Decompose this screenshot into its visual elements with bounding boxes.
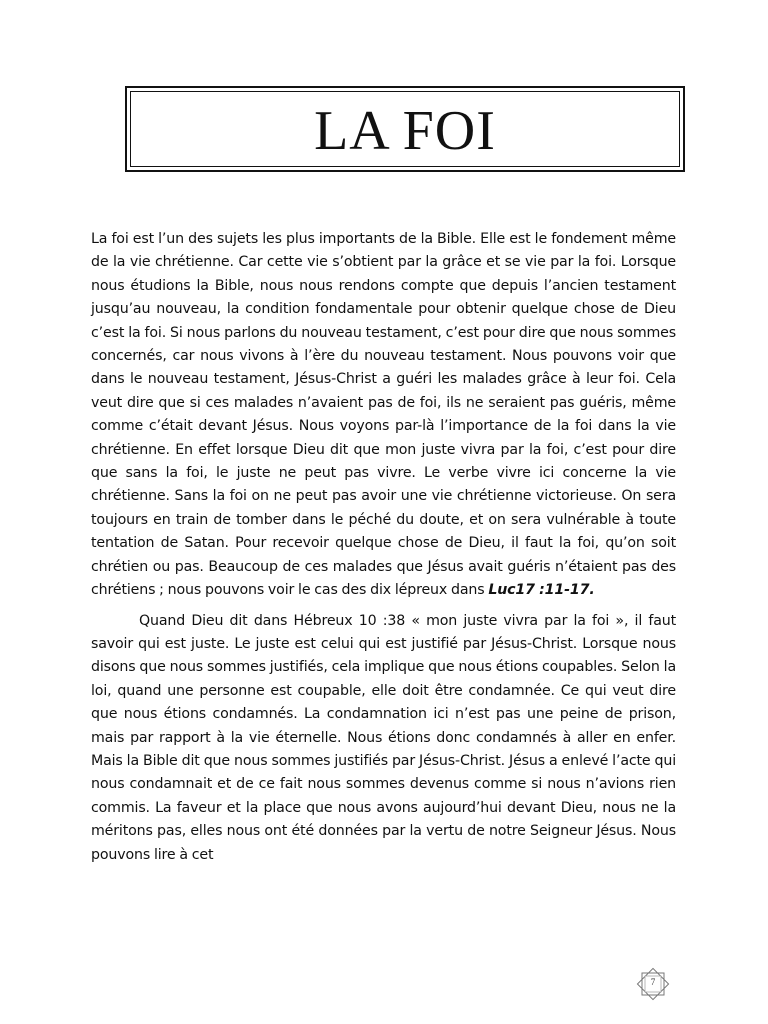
page-number: 7: [650, 977, 656, 987]
page-title: LA FOI: [314, 100, 496, 162]
paragraph-1-end: .: [589, 582, 595, 599]
paragraph-2: Quand Dieu dit dans Hébreux 10 :38 « mon juste vivra par la foi », il faut savoir qui est juste. Le juste est celui qui est justifié par Jésus-Christ. Lorsque nous disons que nous sommes justifiés, cela implique que nous étions coupables. Selon la loi, quand une personne est coupable, elle doit être condamnée. Ce qui veut dire que nous étions condamnés. La condamnation ici n’est pas une peine de prison, mais par rapport à la vie éternelle. Nous étions donc condamnés à aller en enfer. Mais la Bible dit que nous sommes justifiés par Jésus-Christ. Jésus a enlevé l’acte qui nous condamnait et de ce fait nous sommes devenus comme si nous n’avions rien commis. La faveur et la place que nous avons aujourd’hui devant Dieu, nous ne la méritons pas, elles nous ont été données par la vertu de notre Seigneur Jésus. Nous pouvons lire à cet: [91, 612, 676, 863]
title-frame: [125, 86, 685, 172]
title-inner-frame: [130, 91, 680, 167]
paragraph-1-text: La foi est l’un des sujets les plus importants de la Bible. Elle est le fondement même de la vie chrétienne. Car cette vie s’obtient par la grâce et se vie par la foi. Lorsque nous étudions la Bible, nous nous rendons compte que depuis l’ancien testament jusqu’au nouveau, la condition fondamentale pour obtenir quelque chose de Dieu c’est la foi. Si nous parlons du nouveau testament, c’est pour dire que nous sommes concernés, car nous vivons à l’ère du nouveau testament. Nous pouvons voir que dans le nouveau testament, Jésus-Christ a guéri les malades grâce à leur foi. Cela veut dire que si ces malades n’avaient pas de foi, ils ne seraient pas guéris, même comme c’était devant Jésus. Nous voyons par-là l’importance de la foi dans la vie chrétienne. En effet lorsque Dieu dit que mon juste vivra par la foi, c’est pour dire que sans la foi, le juste ne peut pas vivre. Le verbe vivre ici concerne la vie chrétienne. Sans la foi on ne peut pas avoir une vie chrétienne victorieuse. On sera toujours en train de tomber dans le péché du doute, et on sera vulnérable à toute tentation de Satan. Pour recevoir quelque chose de Dieu, il faut la foi, qu’on soit chrétien ou pas. Beaucoup de ces malades que Jésus avait guéris n’étaient pas des chrétiens ; nous pouvons voir le cas des dix lépreux dans: [91, 231, 676, 599]
scripture-reference: Luc17 :11-17: [488, 582, 590, 599]
body-text: [91, 228, 676, 867]
paragraph-1: [91, 228, 676, 603]
